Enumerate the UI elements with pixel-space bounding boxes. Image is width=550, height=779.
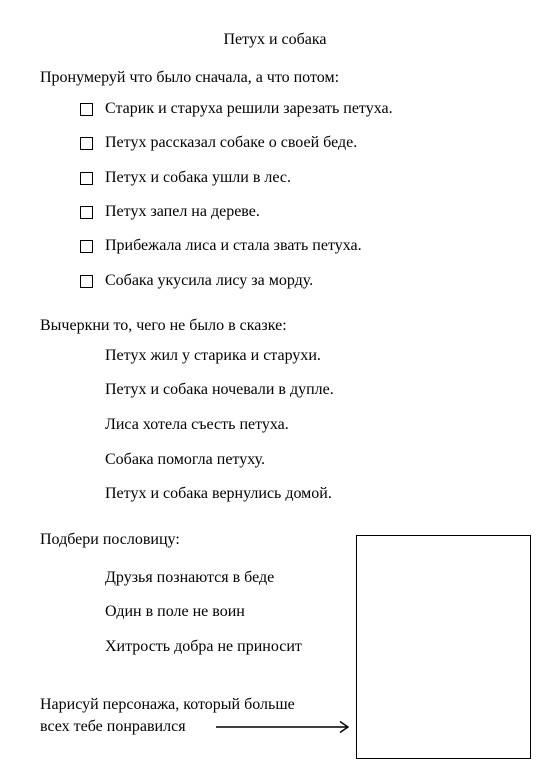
numbering-checkbox[interactable] xyxy=(80,172,93,185)
order-item-3 xyxy=(80,170,291,186)
order-item-text: Прибежала лиса и стала звать петуха. xyxy=(105,237,362,254)
order-item-text: Собака укусила лису за морду. xyxy=(105,272,314,289)
task4-line2: всех тебе понравился xyxy=(40,718,186,735)
numbering-checkbox[interactable] xyxy=(80,240,93,253)
strike-item[interactable]: Петух и собака вернулись домой. xyxy=(105,485,332,502)
numbering-checkbox[interactable] xyxy=(80,137,93,150)
arrow-right-icon xyxy=(216,720,352,734)
proverb-item[interactable]: Хитрость добра не приносит xyxy=(105,638,302,655)
proverb-item[interactable]: Один в поле не воин xyxy=(105,603,245,620)
order-item-4 xyxy=(80,204,260,220)
numbering-checkbox[interactable] xyxy=(80,103,93,116)
strike-item[interactable]: Петух и собака ночевали в дупле. xyxy=(105,381,334,398)
numbering-checkbox[interactable] xyxy=(80,206,93,219)
order-item-6 xyxy=(80,273,313,289)
task4-line1: Нарисуй персонажа, который больше xyxy=(40,696,295,713)
task2-heading: Вычеркни то, чего не было в сказке: xyxy=(40,317,287,334)
order-item-1 xyxy=(80,101,393,117)
strike-item[interactable]: Петух жил у старика и старухи. xyxy=(105,347,321,364)
numbering-checkbox[interactable] xyxy=(80,275,93,288)
task1-heading: Пронумеруй что было сначала, а что потом: xyxy=(40,69,340,86)
strike-item[interactable]: Собака помогла петуху. xyxy=(105,451,265,468)
order-item-text: Петух и собака ушли в лес. xyxy=(105,169,291,186)
order-item-text: Старик и старуха решили зарезать петуха. xyxy=(105,100,393,117)
task3-heading: Подбери пословицу: xyxy=(40,531,180,548)
drawing-box[interactable] xyxy=(356,535,531,759)
order-item-text: Петух запел на дереве. xyxy=(105,203,260,220)
order-item-text: Петух рассказал собаке о своей беде. xyxy=(105,134,358,151)
worksheet-title: Петух и собака xyxy=(223,31,327,48)
order-item-2 xyxy=(80,135,357,151)
proverb-item[interactable]: Друзья познаются в беде xyxy=(105,569,275,586)
strike-item[interactable]: Лиса хотела съесть петуха. xyxy=(105,416,289,433)
order-item-5 xyxy=(80,238,362,254)
